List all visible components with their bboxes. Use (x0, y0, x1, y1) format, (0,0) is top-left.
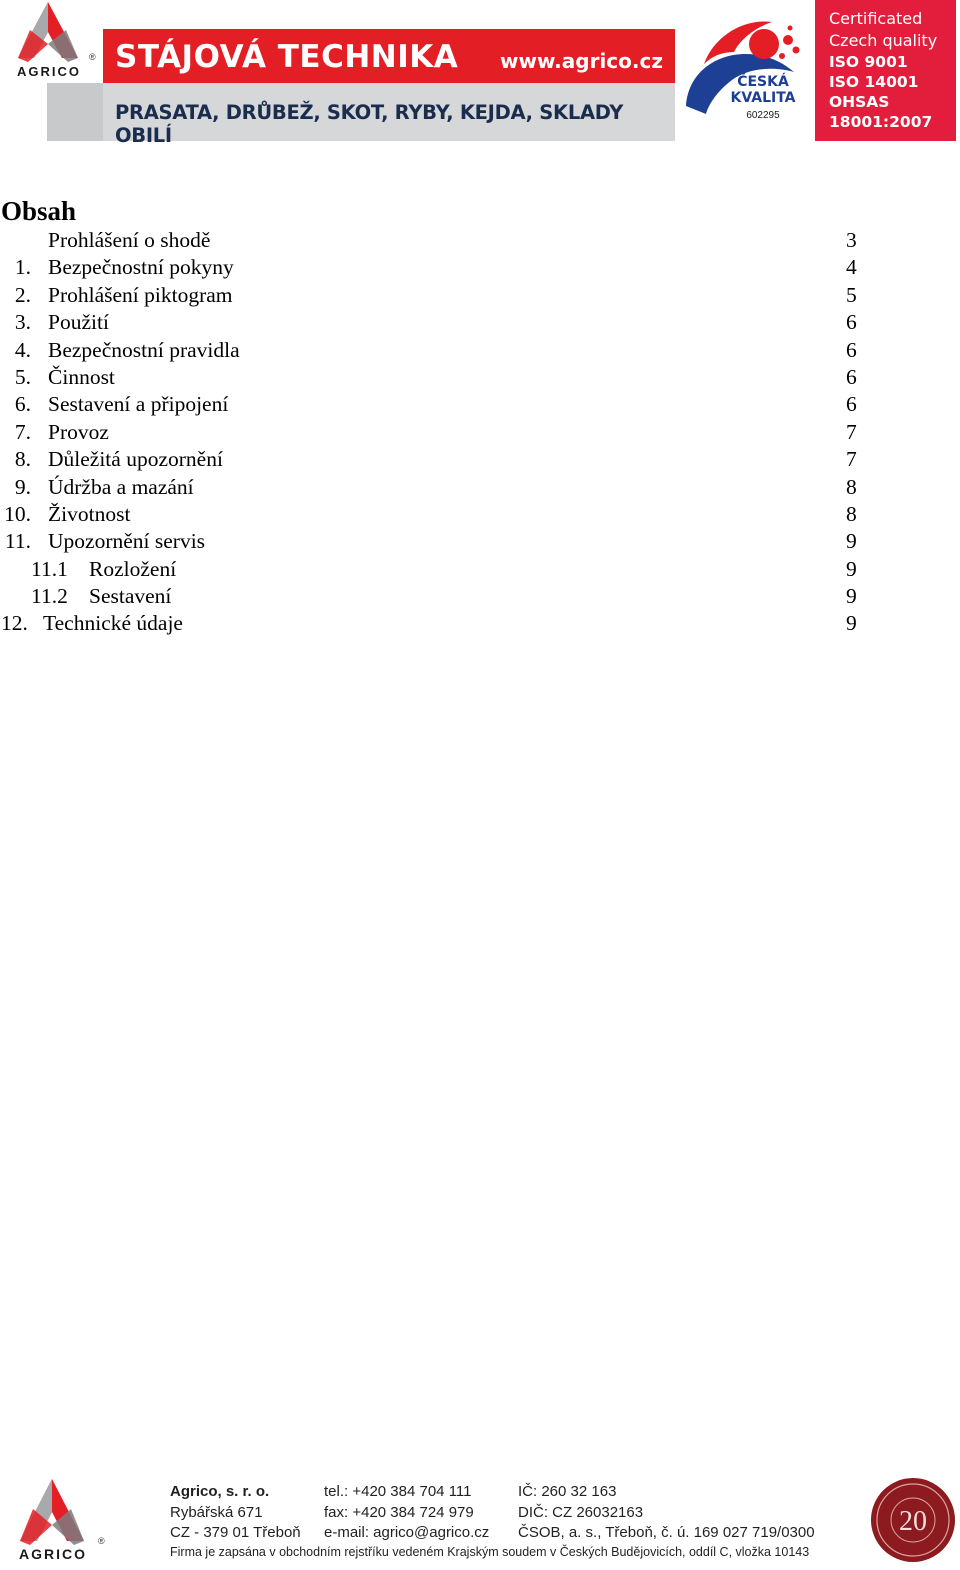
toc-number: 3. (14, 310, 31, 335)
ceska-kvalita-line2: KVALITA (730, 90, 796, 106)
toc-label: Použití (48, 310, 109, 335)
toc-subentry[interactable] (0, 583, 960, 610)
toc-number: 1. (14, 255, 31, 280)
registered-mark: ® (89, 52, 96, 62)
toc-page: 9 (846, 556, 857, 581)
toc-entry[interactable] (0, 337, 960, 364)
cert-line2: Czech quality (829, 31, 938, 50)
toc-label: Důležitá upozornění (48, 447, 223, 472)
toc-label: Prohlášení o shodě (48, 228, 211, 252)
toc-number: 11.1 (31, 556, 68, 581)
logo-wordmark: AGRICO (19, 1546, 87, 1562)
toc-entry[interactable] (0, 254, 960, 281)
seal-number: 20 (899, 1506, 927, 1537)
toc-entry[interactable] (0, 419, 960, 446)
toc-entry[interactable] (0, 309, 960, 336)
toc-entry[interactable] (0, 501, 960, 528)
toc-number: 5. (14, 364, 31, 389)
toc-page: 9 (846, 611, 857, 636)
toc-page: 7 (846, 419, 857, 444)
website-link[interactable]: www.agrico.cz (500, 49, 663, 73)
header-red-banner (103, 29, 675, 83)
toc-entry[interactable] (0, 282, 960, 309)
toc-entry[interactable] (0, 227, 960, 254)
toc-page: 6 (846, 364, 857, 389)
page-footer (0, 1470, 960, 1570)
banner-title: STÁJOVÁ TECHNIKA (115, 39, 459, 75)
toc-page: 8 (846, 501, 857, 526)
ceska-kvalita-text (726, 74, 800, 106)
toc-entry[interactable] (0, 610, 960, 637)
toc-entry[interactable] (0, 391, 960, 418)
company-name: Agrico, s. r. o. (170, 1483, 270, 1500)
cert-item: 18001:2007 (829, 113, 933, 131)
ceska-kvalita-line1: ČESKÁ (737, 74, 789, 90)
registry-note: Firma je zapsána v obchodním rejstříku vedeném Krajským soudem v Českých Budějovicích, oddíl C, vložka 10143 (170, 1545, 810, 1559)
toc-label: Sestavení (89, 584, 172, 609)
toc-label: Bezpečnostní pravidla (48, 337, 240, 362)
toc-number: 11.2 (31, 584, 68, 609)
email-link[interactable]: e-mail: agrico@agrico.cz (324, 1524, 490, 1541)
quality-seal-icon (868, 1475, 958, 1565)
toc-page: 8 (846, 474, 857, 499)
fax: fax: +420 384 724 979 (324, 1503, 474, 1521)
toc-page: 3 (846, 228, 857, 252)
banner-subtitle: PRASATA, DRŮBEŽ, SKOT, RYBY, KEJDA, SKLADY OBILÍ (115, 101, 624, 147)
toc-entry[interactable] (0, 474, 960, 501)
page-header (0, 0, 960, 147)
toc-label: Sestavení a připojení (48, 392, 229, 417)
tax-id: DIČ: CZ 26032163 (518, 1503, 644, 1521)
cert-line1: Certificated (829, 9, 923, 28)
toc-page: 6 (846, 310, 857, 335)
cert-item: ISO 9001 (829, 53, 908, 71)
toc-entry[interactable] (0, 528, 960, 555)
table-of-contents (0, 227, 960, 638)
bank-account: ČSOB, a. s., Třeboň, č. ú. 169 027 719/0300 (518, 1524, 815, 1541)
toc-subentry[interactable] (0, 556, 960, 583)
header-gray-block (47, 83, 103, 141)
footer-ids (518, 1482, 815, 1544)
toc-number: 7. (14, 419, 31, 444)
toc-page: 6 (846, 392, 857, 417)
toc-entry[interactable] (0, 446, 960, 473)
toc-label: Bezpečnostní pokyny (48, 255, 234, 280)
header-gray-banner (103, 83, 675, 147)
ceska-kvalita-number: 602295 (746, 110, 780, 121)
city: CZ - 379 01 Třeboň (170, 1524, 301, 1541)
toc-number: 8. (14, 447, 31, 472)
toc-label: Údržba a mazání (48, 474, 194, 499)
footer-contacts (324, 1482, 489, 1544)
cert-item: OHSAS (829, 93, 890, 111)
toc-page: 4 (846, 255, 857, 280)
street: Rybářská 671 (170, 1503, 263, 1521)
toc-label: Provoz (48, 419, 109, 444)
toc-page: 6 (846, 337, 857, 362)
toc-page: 9 (846, 529, 857, 554)
toc-title: Obsah (1, 196, 77, 226)
toc-number: 11. (4, 529, 31, 554)
toc-number: 9. (14, 474, 31, 499)
company-id: IČ: 260 32 163 (518, 1483, 617, 1500)
footer-address (170, 1482, 301, 1544)
toc-page: 5 (846, 282, 857, 307)
registered-mark: ® (98, 1536, 105, 1546)
phone: tel.: +420 384 704 111 (324, 1483, 472, 1500)
toc-page: 9 (846, 584, 857, 609)
toc-label: Upozornění servis (48, 529, 206, 554)
toc-number: 4. (14, 337, 31, 362)
cert-item: ISO 14001 (829, 73, 919, 91)
toc-entry[interactable] (0, 364, 960, 391)
toc-number: 12. (1, 611, 28, 636)
logo-wordmark: AGRICO (17, 64, 81, 79)
toc-page: 7 (846, 447, 857, 472)
toc-number: 2. (14, 282, 31, 307)
toc-number: 10. (4, 501, 31, 526)
toc-label: Prohlášení piktogram (48, 282, 233, 307)
toc-label: Životnost (48, 501, 131, 526)
toc-label: Technické údaje (43, 611, 183, 636)
toc-label: Činnost (48, 364, 115, 389)
toc-label: Rozložení (89, 556, 177, 581)
certification-box (815, 0, 956, 141)
toc-number: 6. (14, 392, 31, 417)
